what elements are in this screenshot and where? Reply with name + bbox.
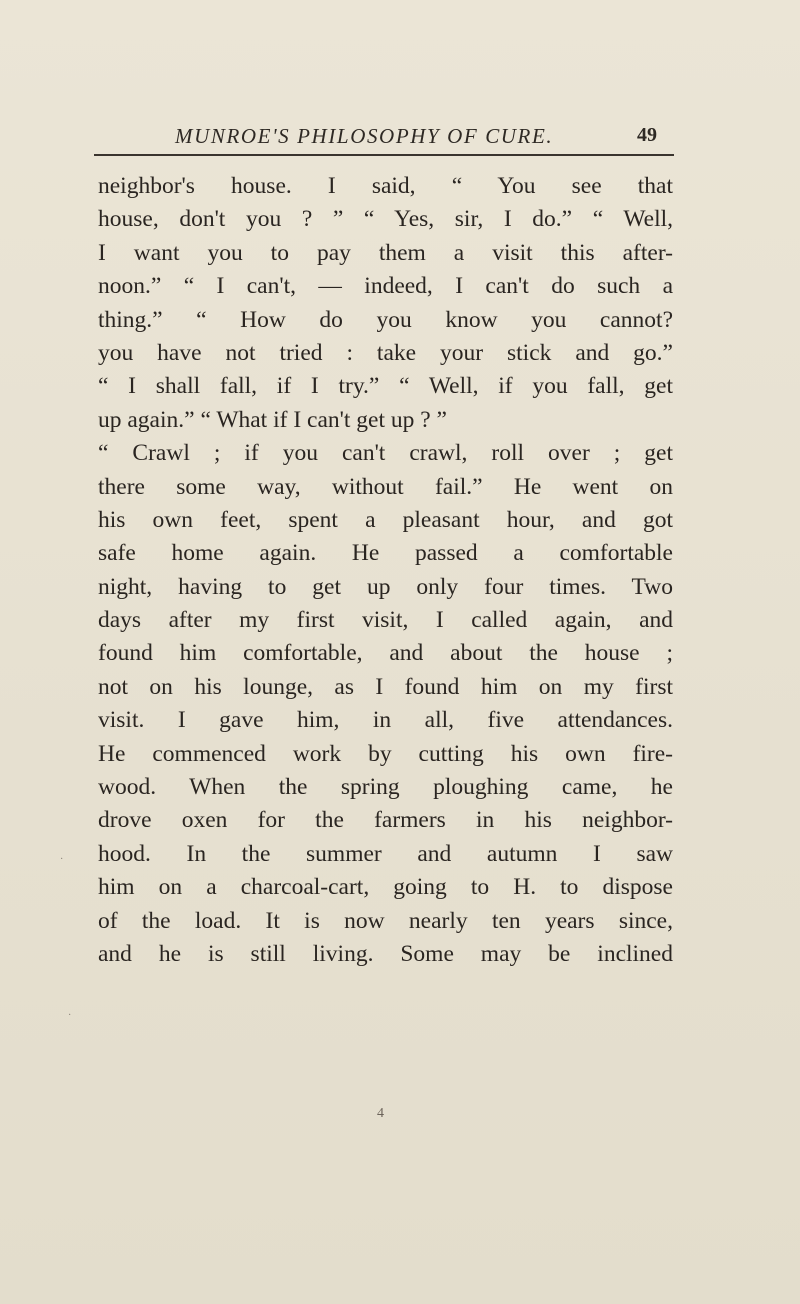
text-line: and he is still living. Some may be inclined — [98, 940, 673, 967]
text-line: thing.” “ How do you know you cannot? — [98, 306, 673, 333]
text-line: there some way, without fail.” He went on — [98, 473, 673, 500]
running-head — [0, 124, 800, 154]
running-title: MUNROE'S PHILOSOPHY OF CURE. — [175, 124, 554, 148]
signature-mark: 4 — [377, 1106, 384, 1121]
text-line: days after my first visit, I called again, and — [98, 607, 673, 634]
text-line: of the load. It is now nearly ten years since, — [98, 907, 673, 934]
text-line: hood. In the summer and autumn I saw — [98, 840, 673, 867]
margin-speck: · — [68, 1010, 72, 1021]
header-rule — [94, 154, 674, 156]
text-line: you have not tried : take your stick and go.” — [98, 339, 673, 366]
margin-speck: · — [60, 854, 64, 865]
text-line: “ Crawl ; if you can't crawl, roll over ; get — [98, 440, 673, 467]
text-line: visit. I gave him, in all, five attendances. — [98, 707, 673, 734]
text-line: house, don't you ? ” “ Yes, sir, I do.” “ Well, — [98, 206, 673, 233]
text-line: night, having to get up only four times. Two — [98, 573, 673, 600]
page-number: 49 — [637, 124, 657, 146]
text-line: He commenced work by cutting his own fire- — [98, 740, 673, 767]
text-line: him on a charcoal-cart, going to H. to dispose — [98, 874, 673, 901]
text-line: “ I shall fall, if I try.” “ Well, if you fall, get — [98, 373, 673, 400]
text-line: his own feet, spent a pleasant hour, and got — [98, 506, 673, 533]
text-line: noon.” “ I can't, — indeed, I can't do such a — [98, 273, 673, 300]
body-text — [98, 170, 673, 971]
text-line: wood. When the spring ploughing came, he — [98, 774, 673, 801]
text-line: found him comfortable, and about the house ; — [98, 640, 673, 667]
text-line: I want you to pay them a visit this after- — [98, 239, 673, 266]
text-line: up again.” “ What if I can't get up ? ” — [98, 406, 447, 433]
text-line: drove oxen for the farmers in his neighbor- — [98, 807, 673, 834]
text-line: not on his lounge, as I found him on my first — [98, 673, 673, 700]
text-line: safe home again. He passed a comfortable — [98, 540, 673, 567]
text-line: neighbor's house. I said, “ You see that — [98, 173, 673, 199]
